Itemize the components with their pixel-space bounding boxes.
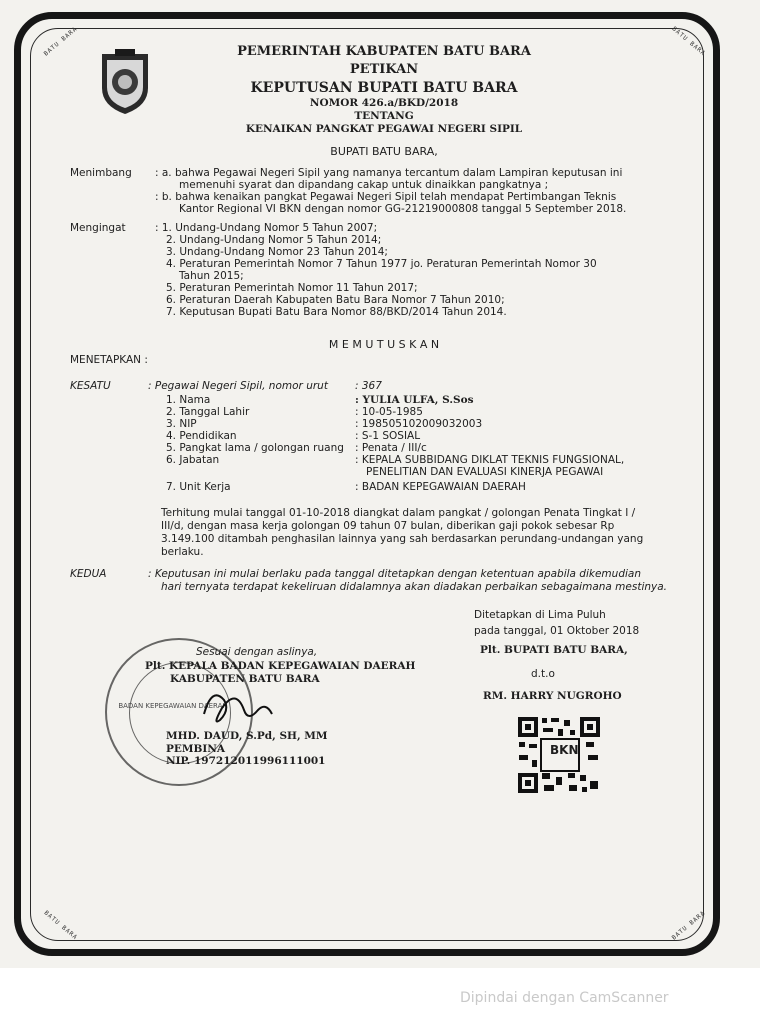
field-label: 7. Unit Kerja (166, 481, 231, 493)
stamp-text: BADAN KEPEGAWAIAN DAERAH (118, 702, 228, 710)
field-label: 4. Pendidikan (166, 430, 237, 442)
menetapkan-label: MENETAPKAN : (70, 354, 148, 366)
mengingat-line: 4. Peraturan Pemerintah Nomor 7 Tahun 1977 jo. Peraturan Pemerintah Nomor 30 (166, 258, 597, 270)
border-code-top-left: BATU BARA (42, 25, 79, 58)
menimbang-label: Menimbang (70, 167, 132, 179)
mengingat-line: 3. Undang-Undang Nomor 23 Tahun 2014; (166, 246, 388, 258)
mengingat-label: Mengingat (70, 222, 126, 234)
border-code-bottom-left: BATU BARA (42, 909, 79, 942)
decree-number: NOMOR 426.a/BKD/2018 (309, 97, 459, 109)
field-label: 6. Jabatan (166, 454, 220, 466)
govt-header: PEMERINTAH KABUPATEN BATU BARA (237, 44, 531, 59)
field-value: PENELITIAN DAN EVALUASI KINERJA PEGAWAI (366, 466, 604, 478)
field-value: : KEPALA SUBBIDANG DIKLAT TEKNIS FUNGSIONAL, (355, 454, 625, 466)
ditetapkan-title: Plt. BUPATI BATU BARA, (480, 644, 628, 656)
field-label: 5. Pangkat lama / golongan ruang (166, 442, 344, 454)
issuer-line: BUPATI BATU BARA, (330, 145, 438, 158)
terhitung-line: berlaku. (161, 546, 204, 558)
terhitung-line: 3.149.100 ditambah penghasilan lainnya yang sah berdasarkan perundang-undangan yang (161, 533, 644, 545)
doc-type: PETIKAN (349, 62, 419, 77)
salinan-line: Sesuai dengan aslinya, (196, 646, 318, 658)
field-label: 3. NIP (166, 418, 197, 430)
field-value: : 10-05-1985 (355, 406, 423, 418)
salinan-rank: PEMBINA (166, 743, 226, 755)
kedua-label: KEDUA (70, 568, 107, 580)
kedua-line: : Keputusan ini mulai berlaku pada tanggal ditetapkan dengan ketentuan apabila dikemudian (148, 568, 641, 580)
field-value: : 198505102009032003 (355, 418, 483, 430)
menimbang-line: memenuhi syarat dan dipandang cakap untuk dinaikkan pangkatnya ; (179, 179, 549, 191)
mengingat-line: 6. Peraturan Daerah Kabupaten Batu Bara Nomor 7 Tahun 2010; (166, 294, 505, 306)
scanner-watermark: Dipindai dengan CamScanner (460, 990, 669, 1006)
ditetapkan-date: pada tanggal, 01 Oktober 2018 (474, 625, 640, 637)
mengingat-line: 7. Keputusan Bupati Batu Bara Nomor 88/BKD/2014 Tahun 2014. (166, 306, 507, 318)
menimbang-line: : a. bahwa Pegawai Negeri Sipil yang namanya tercantum dalam Lampiran keputusan ini (155, 167, 623, 179)
field-value: : S-1 SOSIAL (355, 430, 421, 442)
decree-title: KEPUTUSAN BUPATI BATU BARA (250, 80, 518, 96)
qr-label: BKN (550, 743, 579, 757)
salinan-region: KABUPATEN BATU BARA (170, 673, 320, 685)
salinan-nip: NIP. 197212011996111001 (166, 755, 326, 767)
ditetapkan-place: Ditetapkan di Lima Puluh (474, 609, 606, 621)
dto-label: d.t.o (531, 668, 555, 680)
salinan-title: Plt. KEPALA BADAN KEPEGAWAIAN DAERAH (145, 660, 416, 672)
memutuskan-heading: M E M U T U S K A N (328, 338, 440, 351)
menimbang-line: Kantor Regional VI BKN dengan nomor GG-21219000808 tanggal 5 September 2018. (179, 203, 627, 215)
terhitung-line: III/d, dengan masa kerja golongan 09 tahun 07 bulan, diberikan gaji pokok sebesar Rp (161, 520, 615, 532)
handwritten-signature (198, 680, 276, 728)
signatory-name: RM. HARRY NUGROHO (483, 690, 622, 702)
field-value: : Penata / III/c (355, 442, 427, 454)
mengingat-line: : 1. Undang-Undang Nomor 5 Tahun 2007; (155, 222, 378, 234)
border-code-top-right: BATU BARA (670, 25, 707, 58)
kesatu-serial: : 367 (355, 380, 382, 392)
mengingat-line: 2. Undang-Undang Nomor 5 Tahun 2014; (166, 234, 382, 246)
terhitung-line: Terhitung mulai tanggal 01-10-2018 diangkat dalam pangkat / golongan Penata Tingkat I / (161, 507, 636, 519)
field-value: : BADAN KEPEGAWAIAN DAERAH (355, 481, 526, 493)
salinan-name: MHD. DAUD, S.Pd, SH, MM (166, 730, 328, 742)
mengingat-line: Tahun 2015; (179, 270, 244, 282)
field-label: 1. Nama (166, 394, 211, 406)
decree-subject: KENAIKAN PANGKAT PEGAWAI NEGERI SIPIL (245, 123, 523, 135)
kedua-line: hari ternyata terdapat kekeliruan didalamnya akan diadakan perbaikan sebagaimana mestinya. (161, 581, 668, 593)
mengingat-line: 5. Peraturan Pemerintah Nomor 11 Tahun 2017; (166, 282, 418, 294)
kesatu-intro: : Pegawai Negeri Sipil, nomor urut (148, 380, 328, 392)
border-code-bottom-right: BATU BARA (670, 909, 707, 942)
field-value-name: : YULIA ULFA, S.Sos (355, 394, 474, 406)
tentang-label: TENTANG (354, 110, 414, 122)
menimbang-line: : b. bahwa kenaikan pangkat Pegawai Negeri Sipil telah mendapat Pertimbangan Teknis (155, 191, 617, 203)
kesatu-label: KESATU (70, 380, 111, 392)
field-label: 2. Tanggal Lahir (166, 406, 250, 418)
